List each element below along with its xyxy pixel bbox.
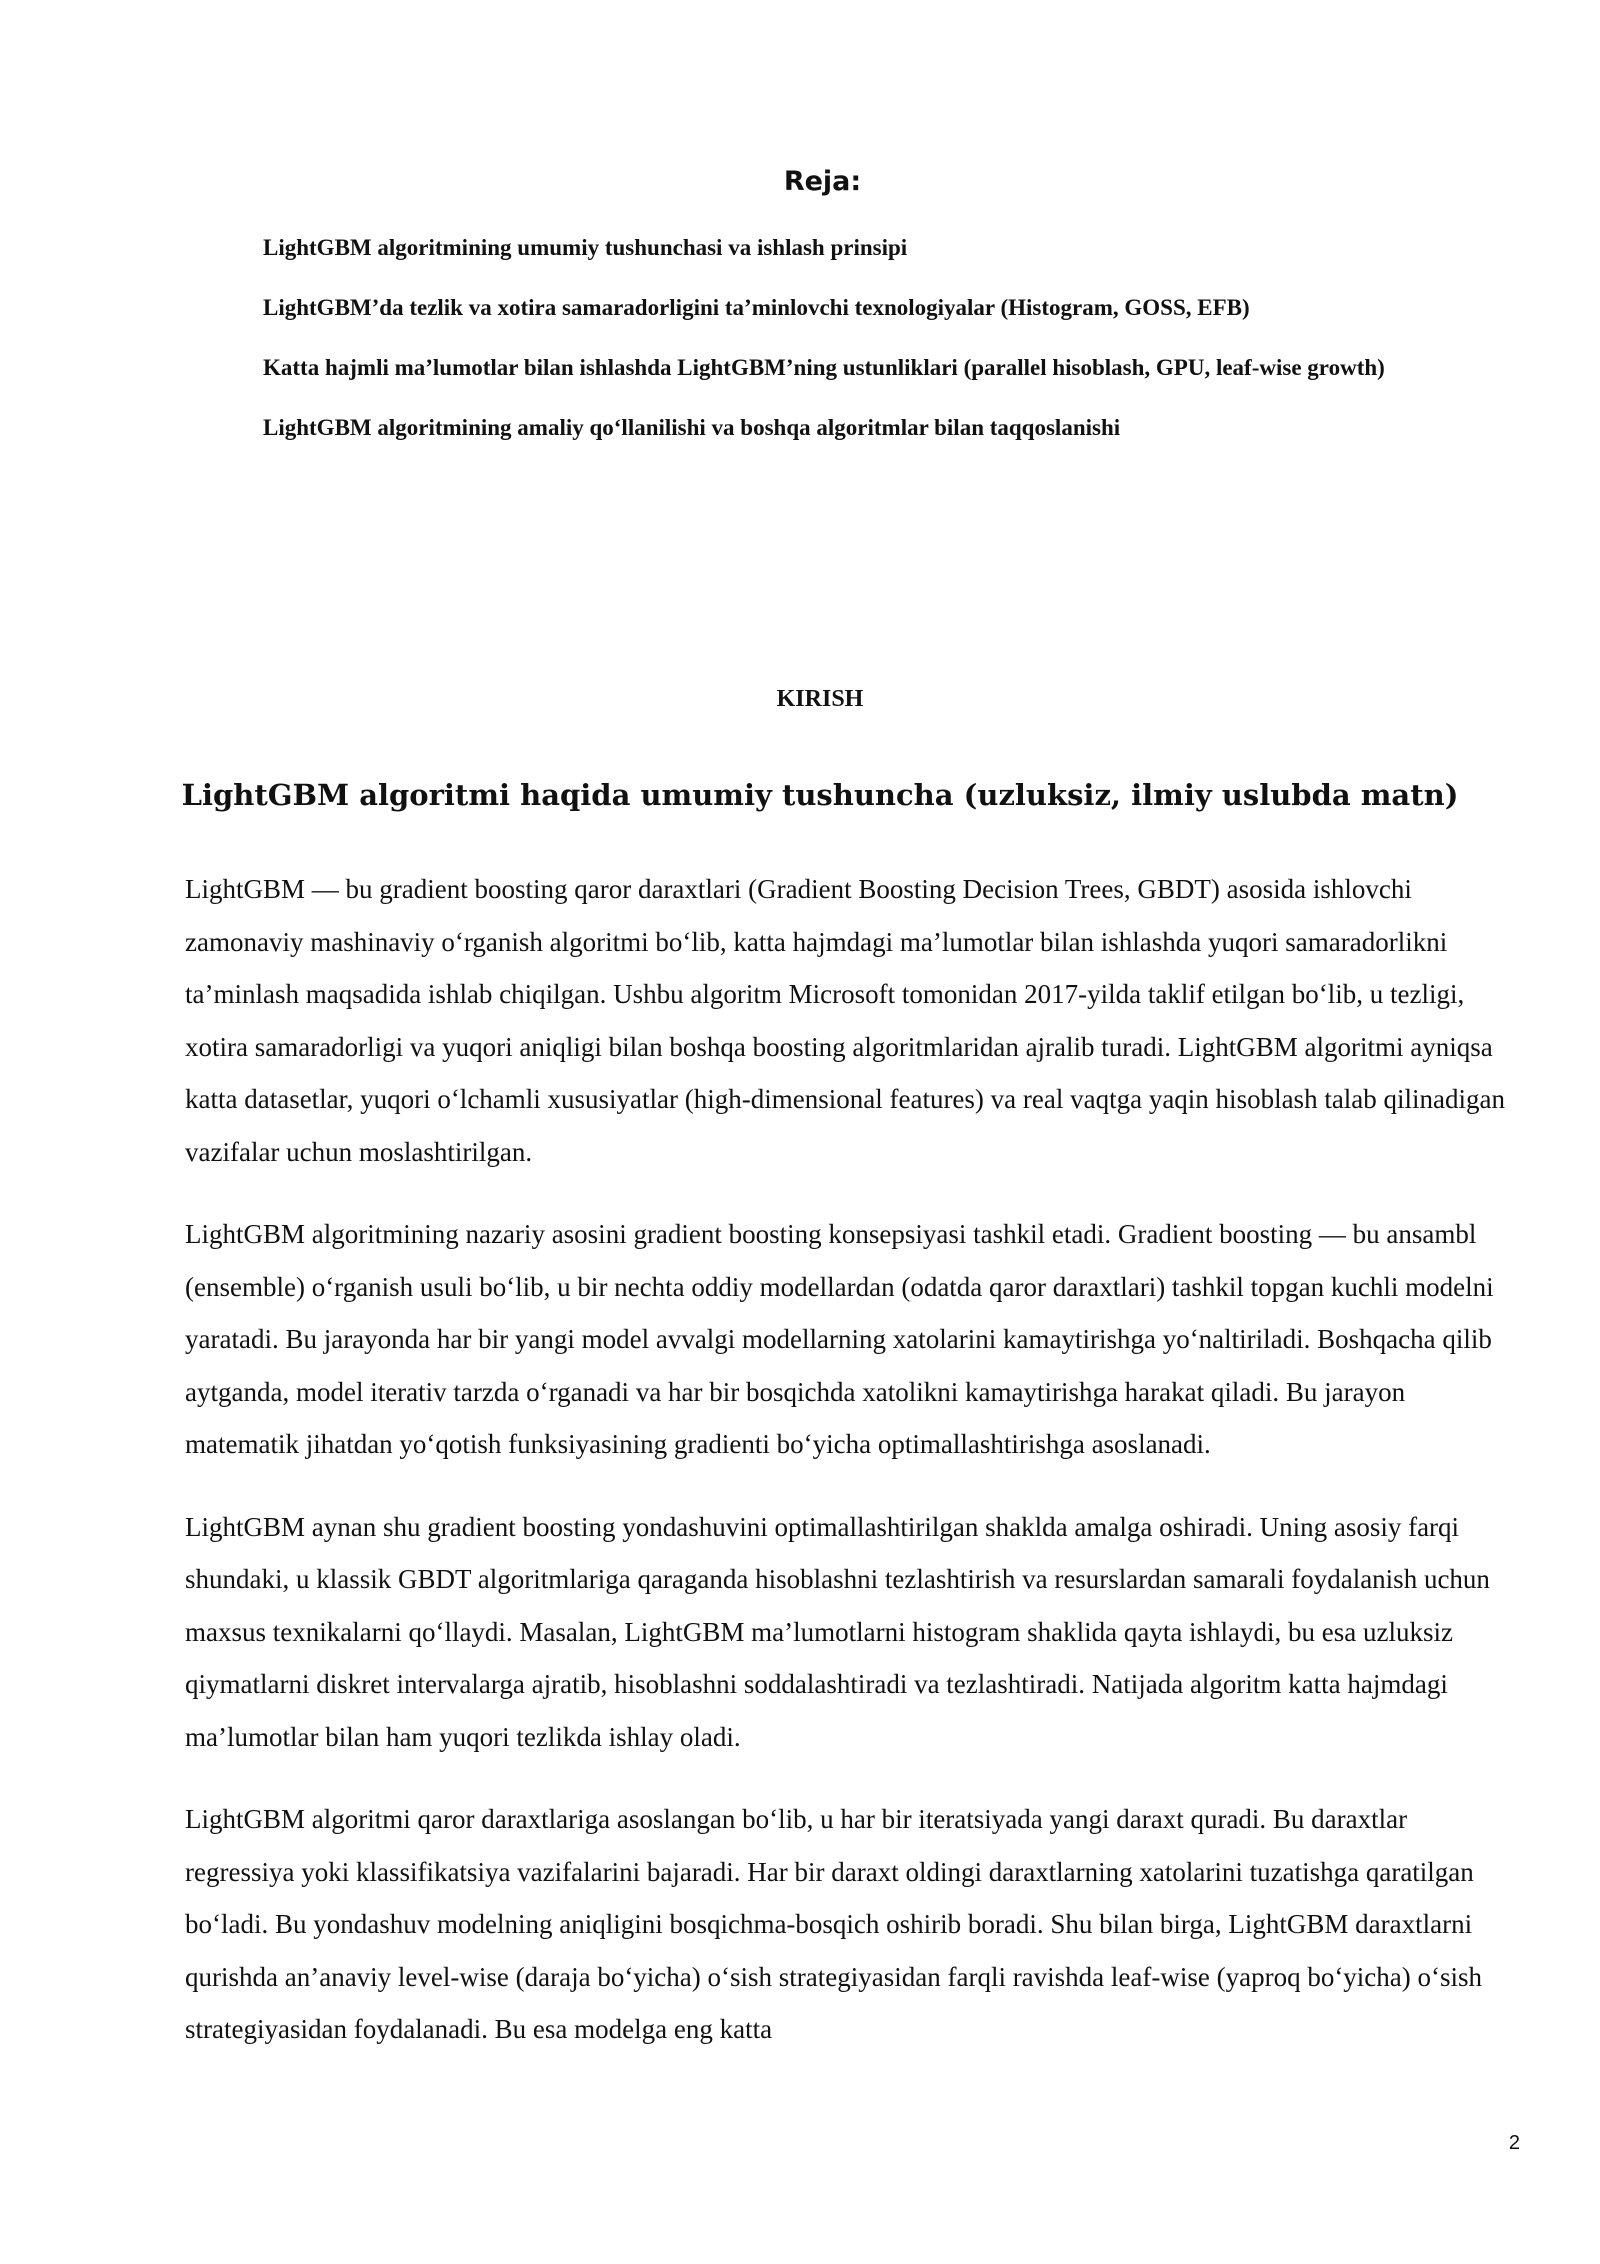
body-paragraph: LightGBM — bu gradient boosting qaror daraxtlari (Gradient Boosting Decision Trees, GBDT) asosida ishlovchi zamonaviy mashinaviy o‘rganish algoritmi bo‘lib, katta hajmdagi ma’lumotlar bilan ishlashda yuqori samaradorlikni ta’minlash maqsadida ishlab chiqilgan. Ushbu algoritm Microsoft tomonidan 2017-yilda taklif etilgan bo‘lib, u tezligi, xotira samaradorligi va yuqori aniqligi bilan boshqa boosting algoritmlaridan ajralib turadi. LightGBM algoritmi ayniqsa katta datasetlar, yuqori o‘lchamli xususiyatlar (high-dimensional features) va real vaqtga yaqin hisoblash talab qilinadigan vazifalar uchun moslashtirilgan. <box>185 874 1506 1167</box>
plan-title: Reja: <box>783 166 862 197</box>
plan-list <box>263 233 1463 473</box>
section-label-kirish: KIRISH <box>776 686 864 712</box>
body-paragraph: LightGBM algoritmining nazariy asosini gradient boosting konsepsiyasi tashkil etadi. Gradient boosting — bu ansambl (ensemble) o‘rganish usuli bo‘lib, u bir nechta oddiy modellardan (odatda qaror daraxtlari) tashkil topgan kuchli modelni yaratadi. Bu jarayonda har bir yangi model avvalgi modellarning xatolarini kamaytirishga yo‘naltiriladi. Boshqacha qilib aytganda, model iterativ tarzda o‘rganadi va har bir bosqichda xatolikni kamaytirishga harakat qiladi. Bu jarayon matematik jihatdan yo‘qotish funksiyasining gradienti bo‘yicha optimallashtirishga asoslanadi. <box>185 1219 1494 1459</box>
body-text <box>185 863 1510 2056</box>
page-number: 2 <box>1508 2132 1520 2154</box>
plan-item: Katta hajmli ma’lumotlar bilan ishlashda LightGBM’ning ustunliklari (parallel hisoblash, GPU, leaf-wise growth) <box>263 355 1385 380</box>
plan-item: LightGBM’da tezlik va xotira samaradorligini ta’minlovchi texnologiyalar (Histogram, GOSS, EFB) <box>263 295 1250 320</box>
plan-item: LightGBM algoritmining amaliy qo‘llanilishi va boshqa algoritmlar bilan taqqoslanishi <box>263 415 1121 440</box>
body-paragraph: LightGBM aynan shu gradient boosting yondashuvini optimallashtirilgan shaklda amalga oshiradi. Uning asosiy farqi shundaki, u klassik GBDT algoritmlariga qaraganda hisoblashni tezlashtirish va resurslardan samarali foydalanish uchun maxsus texnikalarni qo‘llaydi. Masalan, LightGBM ma’lumotlarni histogram shaklida qayta ishlaydi, bu esa uzluksiz qiymatlarni diskret intervalarga ajratib, hisoblashni soddalashtiradi va tezlashtiradi. Natijada algoritm katta hajmdagi ma’lumotlar bilan ham yuqori tezlikda ishlay oladi. <box>185 1511 1490 1752</box>
main-heading: LightGBM algoritmi haqida umumiy tushuncha (uzluksiz, ilmiy uslubda matn) <box>181 778 1459 812</box>
body-paragraph: LightGBM algoritmi qaror daraxtlariga asoslangan bo‘lib, u har bir iteratsiyada yangi daraxt quradi. Bu daraxtlar regressiya yoki klassifikatsiya vazifalarini bajaradi. Har bir daraxt oldingi daraxtlarning xatolarini tuzatishga qaratilgan bo‘ladi. Bu yondashuv modelning aniqligini bosqichma-bosqich oshirib boradi. Shu bilan birga, LightGBM daraxtlarni qurishda an’anaviy level-wise (daraja bo‘yicha) o‘sish strategiyasidan farqli ravishda leaf-wise (yaproq bo‘yicha) o‘sish strategiyasidan foydalanadi. Bu esa modelga eng katta <box>185 1804 1483 2044</box>
plan-item: LightGBM algoritmining umumiy tushunchasi va ishlash prinsipi <box>263 235 908 260</box>
